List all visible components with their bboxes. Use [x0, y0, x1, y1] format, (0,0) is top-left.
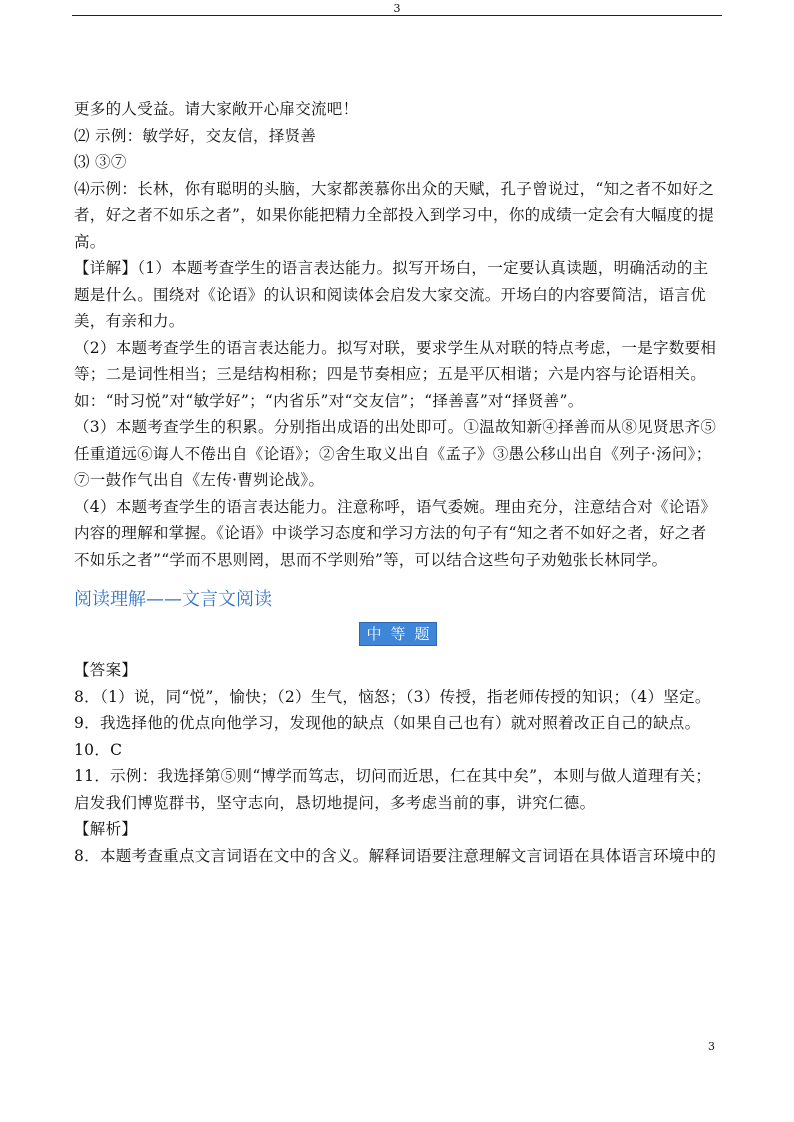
- answer-item: 9．我选择他的优点向他学习，发现他的缺点（如果自己也有）就对照着改正自己的缺点。: [74, 714, 701, 732]
- analysis-heading: 【解析】: [74, 820, 138, 838]
- answer-line: ⑶ ③⑦: [74, 153, 127, 171]
- badge-char: 中: [366, 625, 382, 643]
- header-rule: [72, 15, 722, 16]
- answer-heading: 【答案】: [74, 661, 138, 679]
- answer-line: 更多的人受益。请大家敞开心扉交流吧！: [74, 100, 359, 118]
- footer-page-number: 3: [708, 1040, 715, 1053]
- explanation-paragraph: （4）本题考查学生的语言表达能力。注意称呼，语气委婉。理由充分，注意结合对《论语》内容的理解和掌握。《论语》中谈学习态度和学习方法的句子有“知之者不如好之者，好之者不如乐之者”“学而不思则罔，思而不学则殆”等，可以结合这些句子劝勉张长林同学。: [74, 497, 717, 569]
- answer-item: 11．示例：我选择第⑤则“博学而笃志，切问而近思，仁在其中矣”，本则与做人道理有关；启发我们博览群书，坚守志向，恳切地提问，多考虑当前的事，讲究仁德。: [74, 767, 712, 812]
- difficulty-badge: [359, 622, 437, 646]
- badge-char: 等: [390, 625, 406, 643]
- page-content: [74, 96, 722, 869]
- explanation-paragraph: （3）本题考查学生的积累。分别指出成语的出处即可。①温故知新④择善而从⑧见贤思齐⑤任重道远⑥诲人不倦出自《论语》；②舍生取义出自《孟子》③愚公移山出自《列子·汤问》；⑦一鼓作气出自《左传·曹刿论战》。: [74, 418, 717, 489]
- answer-paragraph: ⑷示例：长林，你有聪明的头脑，大家都羡慕你出众的天赋，孔子曾说过，“知之者不如好之者，好之者不如乐之者”，如果你能把精力全部投入到学习中，你的成绩一定会有大幅度的提高。: [74, 179, 715, 251]
- analysis-item: 8．本题考查重点文言词语在文中的含义。解释词语要注意理解文言词语在具体语言环境中的: [74, 846, 717, 865]
- answer-item: 10．C: [74, 740, 123, 759]
- difficulty-badge-row: [74, 621, 722, 647]
- answer-item: 8．（1）说，同“悦”，愉快；（2）生气，恼怒；（3）传授，指老师传授的知识；（4）坚定。: [74, 687, 711, 706]
- answer-line: ⑵ 示例：敏学好，交友信，择贤善: [74, 126, 317, 145]
- section-title: 阅读理解——文言文阅读: [74, 589, 272, 610]
- explanation-paragraph: 【详解】（1）本题考查学生的语言表达能力。拟写开场白，一定要认真读题，明确活动的主题是什么。围绕对《论语》的认识和阅读体会启发大家交流。开场白的内容要简洁，语言优美，有亲和力。: [74, 259, 709, 330]
- explanation-paragraph: （2）本题考查学生的语言表达能力。拟写对联，要求学生从对联的特点考虑，一是字数要相等；二是词性相当；三是结构相称；四是节奏相应；五是平仄相谐；六是内容与论语相关。如：“时习悦”对“敏学好”；“内省乐”对“交友信”；“择善喜”对“择贤善”。: [74, 338, 717, 410]
- badge-char: 题: [414, 625, 430, 643]
- header-page-number: 3: [393, 2, 401, 15]
